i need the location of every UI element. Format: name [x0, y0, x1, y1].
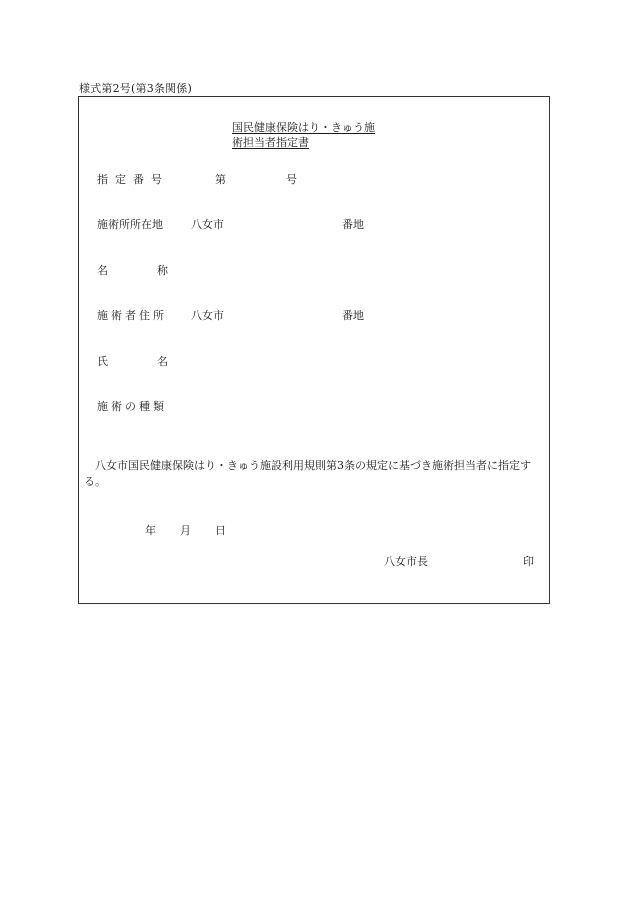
form-number-label: 様式第2号(第3条関係)	[79, 82, 192, 95]
designation-prefix: 第	[215, 173, 226, 186]
person-label-second: 名	[157, 355, 168, 368]
mayor-label: 八女市長	[384, 555, 428, 568]
date-year: 年	[145, 524, 156, 537]
treatment-type-label: 施術の種類	[97, 400, 167, 413]
clinic-location-city: 八女市	[191, 218, 224, 231]
clinic-location-banchi: 番地	[342, 218, 364, 231]
seal-mark: 印	[523, 555, 534, 568]
title-line-2: 術担当者指定書	[232, 136, 309, 149]
designation-suffix: 号	[286, 173, 297, 186]
designation-statement: 八女市国民健康保険はり・きゅう施設利用規則第3条の規定に基づき施術担当者に指定する。	[84, 459, 531, 488]
practitioner-address-banchi: 番地	[342, 309, 364, 322]
date-day: 日	[215, 524, 226, 537]
document-title	[232, 120, 375, 150]
name-label-first: 名	[97, 264, 108, 277]
title-line-1: 国民健康保険はり・きゅう施	[232, 121, 375, 134]
designation-form	[78, 96, 550, 604]
practitioner-address-city: 八女市	[191, 309, 224, 322]
designation-number-label: 指定番号	[97, 173, 169, 186]
date-month: 月	[180, 524, 191, 537]
name-label-second: 称	[157, 264, 168, 277]
clinic-location-label: 施術所所在地	[97, 218, 163, 231]
practitioner-address-label: 施術者住所	[97, 309, 167, 322]
person-label-first: 氏	[97, 355, 108, 368]
